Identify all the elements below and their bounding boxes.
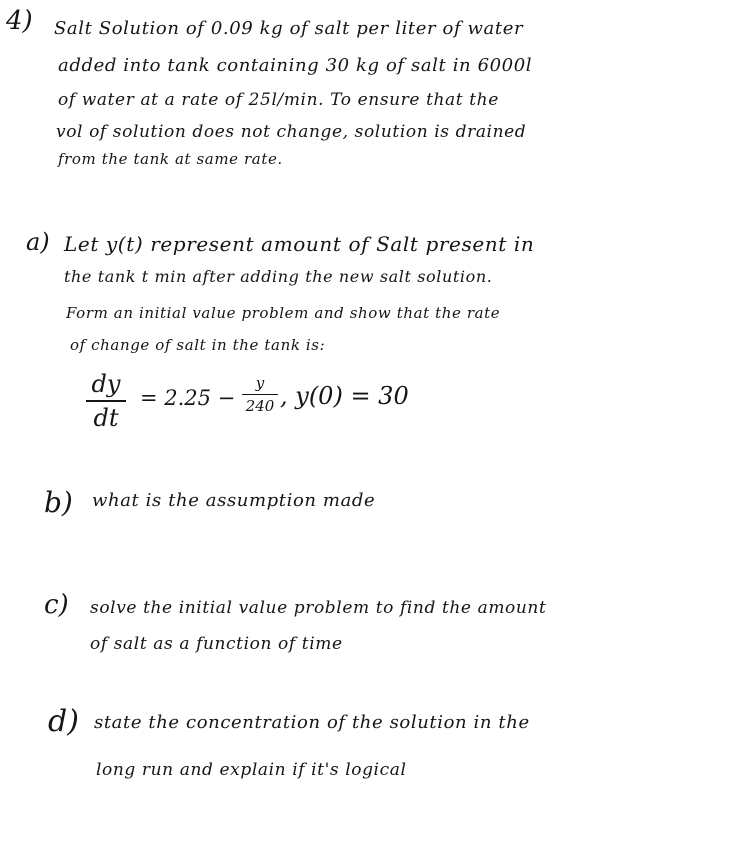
question-line-1: Salt Solution of 0.09 kg of salt per liter of water (54, 18, 524, 39)
part-b-label: b) (44, 486, 73, 519)
y-over-240-fraction (242, 374, 278, 415)
dt-denominator: dt (93, 404, 119, 432)
question-line-2: added into tank containing 30 kg of salt in 6000l (58, 55, 533, 76)
part-a-line-1: Let y(t) represent amount of Salt present in (64, 232, 535, 256)
question-line-4: vol of solution does not change, solution is drained (56, 122, 527, 142)
question-line-5: from the tank at same rate. (58, 150, 283, 168)
part-d-line-2: long run and explain if it's logical (96, 760, 407, 780)
fraction-bar (86, 400, 126, 402)
part-d-label: d) (48, 704, 79, 739)
240-denominator: 240 (245, 397, 275, 415)
part-c-label: c) (44, 590, 69, 620)
part-d-line-1: state the concentration of the solution in the (94, 712, 530, 733)
dy-dt-fraction (86, 370, 126, 432)
part-a-line-2: the tank t min after adding the new salt solution. (64, 267, 493, 286)
dy-numerator: dy (91, 370, 121, 398)
part-a-label: a) (26, 228, 50, 256)
part-c-line-1: solve the initial value problem to find the amount (90, 598, 547, 618)
part-c-line-2: of salt as a function of time (90, 634, 343, 654)
question-number: 4) (6, 6, 33, 36)
y-numerator: y (255, 374, 265, 392)
question-line-3: of water at a rate of 25l/min. To ensure that the (58, 90, 499, 110)
initial-condition: , y(0) = 30 (280, 382, 409, 410)
part-a-line-4: of change of salt in the tank is: (70, 336, 326, 354)
part-a-line-3: Form an initial value problem and show that the rate (66, 304, 501, 322)
equation-middle: = 2.25 − (140, 386, 236, 410)
fraction-bar (242, 394, 278, 395)
part-b-text: what is the assumption made (92, 490, 376, 511)
